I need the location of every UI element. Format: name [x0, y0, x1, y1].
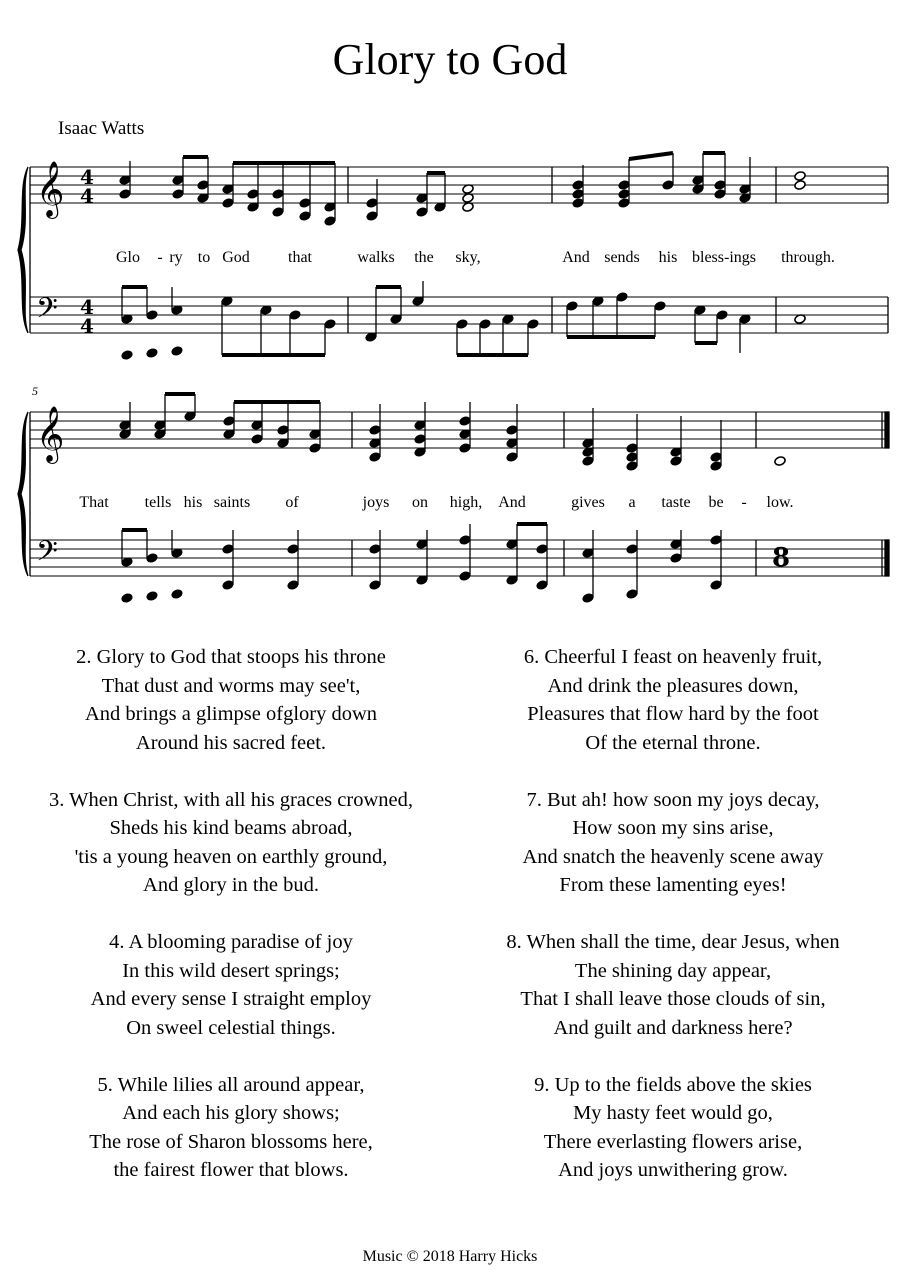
verse-line: And each his glory shows;: [122, 1102, 340, 1124]
note-head: [572, 198, 584, 209]
lyric-syllable: low.: [766, 494, 794, 511]
verse-line: 9. Up to the fields above the skies: [534, 1073, 812, 1096]
time-signature: 4: [80, 314, 94, 338]
note-head: [416, 207, 428, 218]
verse-line: And guilt and darkness here?: [553, 1016, 793, 1039]
lyric-syllable: the: [414, 249, 434, 266]
verse-line: From these lamenting eyes!: [559, 874, 787, 896]
note-head: [654, 301, 666, 312]
note-head: [222, 198, 234, 209]
page-title: Glory to God: [332, 35, 568, 84]
note-head: [536, 580, 548, 591]
verse-line: That I shall leave those clouds of sin,: [520, 988, 826, 1010]
lyric-syllable: that: [288, 249, 312, 266]
time-signature: 4: [80, 184, 94, 208]
lyric-syllable: to: [197, 249, 211, 266]
verse-line: And brings a glimpse ofglory down: [84, 703, 378, 725]
note-head: [369, 580, 381, 591]
verse-block: [458, 643, 888, 757]
verse-line: 7. But ah! how soon my joys decay,: [526, 788, 820, 811]
lyric-syllable: bless-ings: [692, 249, 756, 266]
lyric-syllable: gives: [571, 494, 605, 511]
note-head: [626, 443, 638, 454]
note-head: [369, 425, 381, 436]
lyric-syllable: ry: [169, 249, 183, 266]
note-head: [626, 461, 638, 472]
note-head: [459, 416, 471, 427]
note-head: [172, 189, 184, 200]
note-head-open: [794, 171, 806, 182]
lyric-syllable: his: [183, 494, 203, 511]
note-head: [626, 544, 638, 555]
verse-line: And every sense I straight employ: [90, 988, 372, 1010]
note-head: [309, 443, 321, 454]
note-head: [247, 189, 259, 200]
note-head: [251, 434, 263, 445]
brace: [18, 167, 28, 333]
note-head: [456, 319, 468, 330]
verse-line: 'tis a young heaven on earthly ground,: [74, 845, 388, 868]
note-head: [572, 189, 584, 200]
note-head: [582, 593, 594, 604]
note-head: [223, 416, 235, 427]
note-head: [121, 593, 133, 604]
note-head: [171, 589, 183, 600]
lyric-syllable: -: [741, 494, 747, 511]
note-head: [459, 571, 471, 582]
verse-block: [16, 928, 446, 1042]
note-head: [618, 198, 630, 209]
lyric-syllable: taste: [661, 494, 691, 511]
note-head: [710, 452, 722, 463]
note-head: [618, 189, 630, 200]
lyric-syllable: high,: [449, 494, 483, 511]
note-head: [171, 346, 183, 357]
verse-line: 2. Glory to God that stoops his throne: [76, 646, 386, 668]
note-head: [710, 580, 722, 591]
lyric-syllable: And: [562, 249, 590, 266]
note-head: [536, 544, 548, 555]
note-head: [299, 198, 311, 209]
note-head: [146, 310, 158, 321]
lyric-syllable: -: [157, 249, 163, 266]
note-head: [414, 434, 426, 445]
note-head: [662, 180, 674, 191]
verse-line: There everlasting flowers arise,: [543, 1130, 803, 1153]
note-head: [459, 443, 471, 454]
verse-line: In this wild desert springs;: [122, 959, 340, 982]
treble-clef: 𝄞: [36, 161, 65, 217]
note-head: [366, 198, 378, 209]
note-head: [289, 310, 301, 321]
lyric-syllable: walks: [357, 249, 395, 266]
time-signature: 4: [80, 165, 94, 189]
verse-line: On sweel celestial things.: [126, 1016, 336, 1039]
verse-line: The rose of Sharon blossoms here,: [89, 1130, 373, 1153]
note-head: [479, 319, 491, 330]
note-head-open: [794, 180, 806, 191]
note-head: [277, 425, 289, 436]
verse-line: 4. A blooming paradise of joy: [109, 931, 353, 953]
verse-line: Sheds his kind beams abroad,: [109, 817, 353, 839]
note-head: [324, 319, 336, 330]
note-head: [146, 553, 158, 564]
note-head: [618, 180, 630, 191]
note-head: [299, 211, 311, 222]
verse-block: [458, 928, 888, 1042]
note-head: [670, 456, 682, 467]
note-head: [272, 189, 284, 200]
lyric-syllable: And: [498, 494, 526, 511]
note-head: [369, 452, 381, 463]
note-head: [714, 189, 726, 200]
verse-line: Pleasures that flow hard by the foot: [527, 703, 819, 725]
copyright-footer: Music © 2018 Harry Hicks: [362, 1248, 538, 1265]
lyric-syllable: tells: [144, 494, 172, 511]
final-barline-thick: [885, 412, 889, 448]
note-head: [626, 589, 638, 600]
lyric-syllable: a: [628, 494, 636, 511]
lyric-syllable: sky,: [455, 249, 481, 266]
note-head: [670, 553, 682, 564]
note-head: [222, 580, 234, 591]
double-whole-symbol: 8: [772, 543, 791, 573]
note-head: [287, 544, 299, 555]
final-barline-thick: [885, 540, 889, 576]
note-beam: [629, 153, 673, 159]
note-head: [222, 544, 234, 555]
note-head: [527, 319, 539, 330]
note-head: [572, 180, 584, 191]
note-head-open: [774, 456, 786, 467]
verse-line: the fairest flower that blows.: [113, 1159, 349, 1181]
verse-line: Of the eternal throne.: [585, 731, 761, 754]
note-head: [710, 461, 722, 472]
treble-clef: 𝄞: [36, 406, 65, 462]
verse-line: And snatch the heavenly scene away: [522, 845, 824, 868]
verse-block: [458, 786, 888, 900]
note-head: [366, 211, 378, 222]
note-head: [506, 452, 518, 463]
note-head: [710, 535, 722, 546]
note-head: [459, 535, 471, 546]
bass-clef: 𝄢: [36, 535, 58, 575]
verse-block: [16, 786, 446, 900]
lyric-syllable: of: [285, 494, 299, 511]
note-head: [272, 207, 284, 218]
verse-line: 6. Cheerful I feast on heavenly fruit,: [523, 646, 823, 668]
note-head: [121, 350, 133, 361]
lyric-syllable: Glo: [116, 249, 140, 266]
verses-right-column: [458, 643, 888, 1185]
note-head: [146, 591, 158, 602]
staff-lines: [30, 167, 888, 576]
lyric-syllable: through.: [781, 249, 835, 266]
note-head: [506, 425, 518, 436]
note-head: [287, 580, 299, 591]
lyric-syllable: sends: [604, 249, 640, 266]
verse-line: And glory in the bud.: [143, 874, 319, 896]
barlines: [18, 167, 889, 576]
verse-line: How soon my sins arise,: [572, 817, 774, 839]
bass-clef: 𝄢: [36, 292, 58, 332]
verse-line: My hasty feet would go,: [573, 1102, 773, 1124]
lyric-syllable: God: [222, 249, 250, 266]
lyric-syllable: saints: [213, 494, 251, 511]
lyric-syllable: That: [79, 494, 109, 511]
note-head: [716, 310, 728, 321]
note-head: [626, 452, 638, 463]
verse-block: [458, 1071, 888, 1185]
verse-line: The shining day appear,: [574, 959, 772, 982]
verse-line: 5. While lilies all around appear,: [97, 1073, 365, 1096]
brace: [18, 412, 28, 576]
verse-line: That dust and worms may see't,: [101, 674, 361, 697]
note-head: [714, 180, 726, 191]
measure-number: 5: [32, 384, 38, 398]
author-credit: Isaac Watts: [58, 118, 145, 139]
lyric-syllable: joys: [362, 494, 390, 511]
note-head: [146, 348, 158, 359]
verse-line: And drink the pleasures down,: [547, 674, 799, 697]
clefs: [36, 161, 94, 575]
note-head: [324, 216, 336, 227]
note-head: [197, 180, 209, 191]
verse-line: 3. When Christ, with all his graces crowned,: [49, 788, 413, 811]
lyric-syllable: be: [708, 494, 724, 511]
verses-left-column: [16, 643, 446, 1185]
verse-block: [16, 1071, 446, 1185]
note-head: [582, 456, 594, 467]
note-head: [119, 189, 131, 200]
note-head: [369, 544, 381, 555]
time-signature: 4: [80, 295, 94, 319]
lyric-syllable: his: [658, 249, 678, 266]
note-head: [616, 292, 628, 303]
verse-line: And joys unwithering grow.: [558, 1159, 788, 1181]
notes: [119, 153, 806, 603]
verse-line: Around his sacred feet.: [135, 731, 327, 754]
note-head: [566, 301, 578, 312]
verse-block: [16, 643, 446, 757]
lyric-syllable: on: [412, 494, 428, 511]
verse-line: 8. When shall the time, dear Jesus, when: [506, 931, 840, 953]
